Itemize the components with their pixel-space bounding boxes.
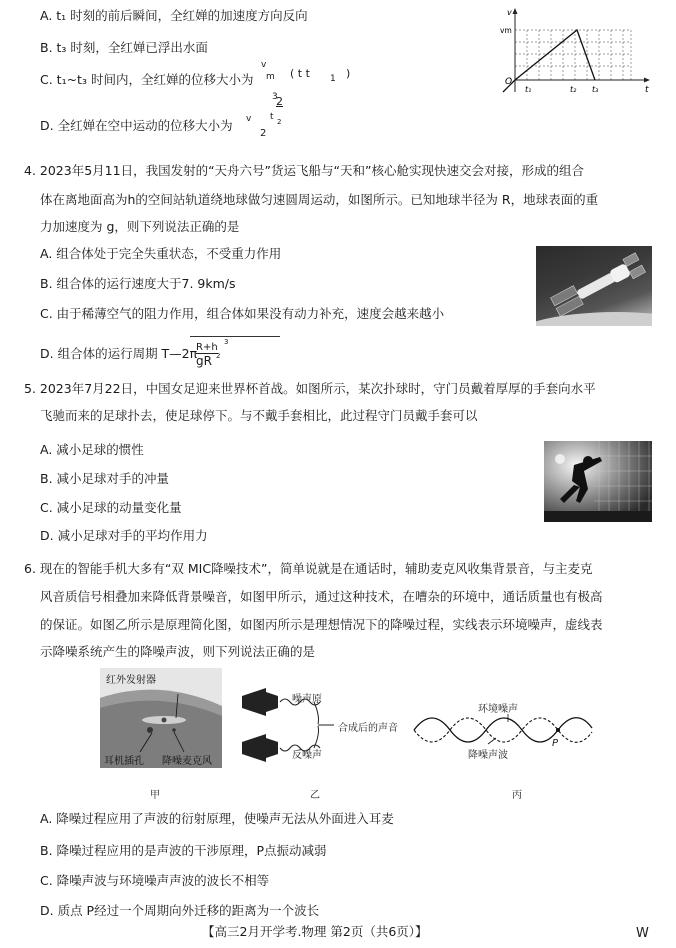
phone-photo-figure [100, 668, 222, 768]
q4-stem-line-3: 力加速度为 g，则下列说法正确的是 [40, 219, 240, 234]
footer-mark: W [636, 926, 649, 941]
figure-jia-label: 甲 [150, 790, 160, 801]
graph-y-label: v [507, 8, 512, 17]
q6-option-a: A. 降噪过程应用了声波的衍射原理，使噪声无法从外面进入耳麦 [40, 811, 394, 826]
q3-c-frag-paren: ( t t [290, 67, 310, 80]
q4-d-exp-3: 3 [224, 338, 229, 346]
earphone-jack-label: 耳机插孔 [104, 756, 144, 767]
anti-noise-wave-label: 降噪声波 [468, 750, 508, 761]
q4-option-c: C. 由于稀薄空气的阻力作用，组合体如果没有动力补充，速度会越来越小 [40, 306, 445, 321]
figure-bing-label: 丙 [512, 790, 522, 801]
environment-noise-wave [414, 718, 592, 742]
noise-source-label: 噪声原 [292, 694, 322, 705]
graph-t2-label: t₂ [570, 85, 577, 94]
q5-stem-line-1: 5. 2023年7月22日，中国女足迎来世界杯首战。如图所示，某次扑球时，守门员戴着厚厚的手套向水平 [24, 381, 596, 396]
q3-vt-graph [497, 4, 657, 96]
q4-stem-line-1: 4. 2023年5月11日，我国发射的“天舟六号”货运飞船与“天和”核心舱实现快速交会对接，形成的组合 [24, 163, 584, 178]
q4-d-radical-bar [190, 336, 280, 337]
q3-c-frag-1: 1 [330, 74, 336, 84]
q6-stem-line-3: 的保证。如图乙所示是原理简化图，如图丙所示是理想情况下的降噪过程，实线表示环境噪声，虚线表 [40, 617, 603, 632]
q6-option-d: D. 质点 P经过一个周期向外迁移的距离为一个波长 [40, 903, 320, 918]
env-noise-label: 环境噪声 [478, 704, 518, 715]
q5-stem-line-2: 飞驰而来的足球扑去，使足球停下。与不戴手套相比，此过程守门员戴手套可以 [40, 408, 478, 423]
q6-stem-line-4: 示降噪系统产生的降噪声波，则下列说法正确的是 [40, 644, 316, 659]
q3-option-c-prefix: C. t₁~t₃ 时间内，全红婵的位移大小为 [40, 72, 254, 87]
q4-option-d [40, 346, 197, 362]
q3-option-c [40, 72, 253, 88]
q4-stem-line-2: 体在离地面高为h的空间站轨道绕地球做匀速圆周运动，如图所示。已知地球半径为 R，地球表面的重 [40, 192, 599, 207]
graph-origin-label: O [505, 77, 513, 87]
combined-sound-label: 合成后的声音 [338, 723, 398, 734]
graph-vm-label: vm [500, 26, 512, 35]
q4-option-b: B. 组合体的运行速度大于7. 9km/s [40, 276, 236, 291]
q4-option-d-prefix: D. 组合体的运行周期 T—2π [40, 346, 198, 361]
q3-option-b: B. t₃ 时刻，全红婵已浮出水面 [40, 40, 208, 55]
speaker-top-icon [242, 688, 278, 716]
q5-option-b: B. 减小足球对手的冲量 [40, 471, 170, 486]
q3-d-frag-2a: 2 [277, 118, 282, 126]
q3-option-d [40, 118, 233, 134]
graph-t1-label: t₁ [525, 85, 532, 94]
q4-d-den-exp: 2 [216, 352, 221, 360]
q4-option-a: A. 组合体处于完全失重状态，不受重力作用 [40, 246, 282, 261]
figure-yi-label: 乙 [310, 790, 320, 801]
q3-d-frag-v: v [246, 114, 252, 124]
q6-option-c: C. 降噪声波与环境噪声声波的波长不相等 [40, 873, 270, 888]
q3-d-frag-2b: 2 [260, 128, 267, 139]
graph-t3-label: t₃ [592, 85, 599, 94]
q6-option-b: B. 降噪过程应用的是声波的干涉原理，P点振动减弱 [40, 843, 327, 858]
ir-emitter-label: 红外发射器 [106, 675, 156, 686]
goalkeeper-image [544, 441, 652, 522]
point-p-marker [556, 728, 560, 732]
q5-option-c: C. 减小足球的动量变化量 [40, 500, 182, 515]
q6-stem-line-1: 6. 现在的智能手机大多有“双 MIC降噪技术”，简单说就是在通话时，辅助麦克风收集背景音，与主麦克 [24, 561, 593, 576]
point-p-label: P [552, 738, 559, 749]
q3-c-frag-2: 2 [276, 95, 283, 108]
speaker-bottom-icon [242, 734, 278, 762]
q3-c-frag-m: m [266, 72, 275, 82]
q4-d-denominator: gR [196, 354, 212, 368]
q3-c-frag-close: ) [346, 67, 351, 80]
q3-c-frag-3: 3 [272, 92, 278, 102]
q5-option-a: A. 减小足球的惯性 [40, 442, 144, 457]
noise-mic-label: 降噪麦克风 [162, 756, 212, 767]
q3-option-d-prefix: D. 全红婵在空中运动的位移大小为 [40, 118, 233, 133]
q3-c-frag-v: v [261, 60, 267, 70]
page-footer: 【高三2月开学考.物理 第2页（共6页）】 [202, 924, 428, 939]
q3-d-frag-t: t [270, 112, 274, 122]
q5-option-d: D. 减小足球对手的平均作用力 [40, 528, 208, 543]
q6-stem-line-2: 风音质信号相叠加来降低背景噪音，如图甲所示，通过这种技术，在嘈杂的环境中，通话质量也有极高 [40, 589, 603, 604]
graph-grid [515, 30, 631, 80]
anti-noise-label: 反噪声 [292, 750, 322, 761]
space-station-image [536, 246, 652, 326]
graph-velocity-line [503, 30, 595, 92]
q4-d-numerator: R+h [196, 342, 218, 353]
graph-x-label: t [645, 85, 649, 95]
q3-option-a: A. t₁ 时刻的前后瞬间，全红婵的加速度方向反向 [40, 8, 308, 23]
